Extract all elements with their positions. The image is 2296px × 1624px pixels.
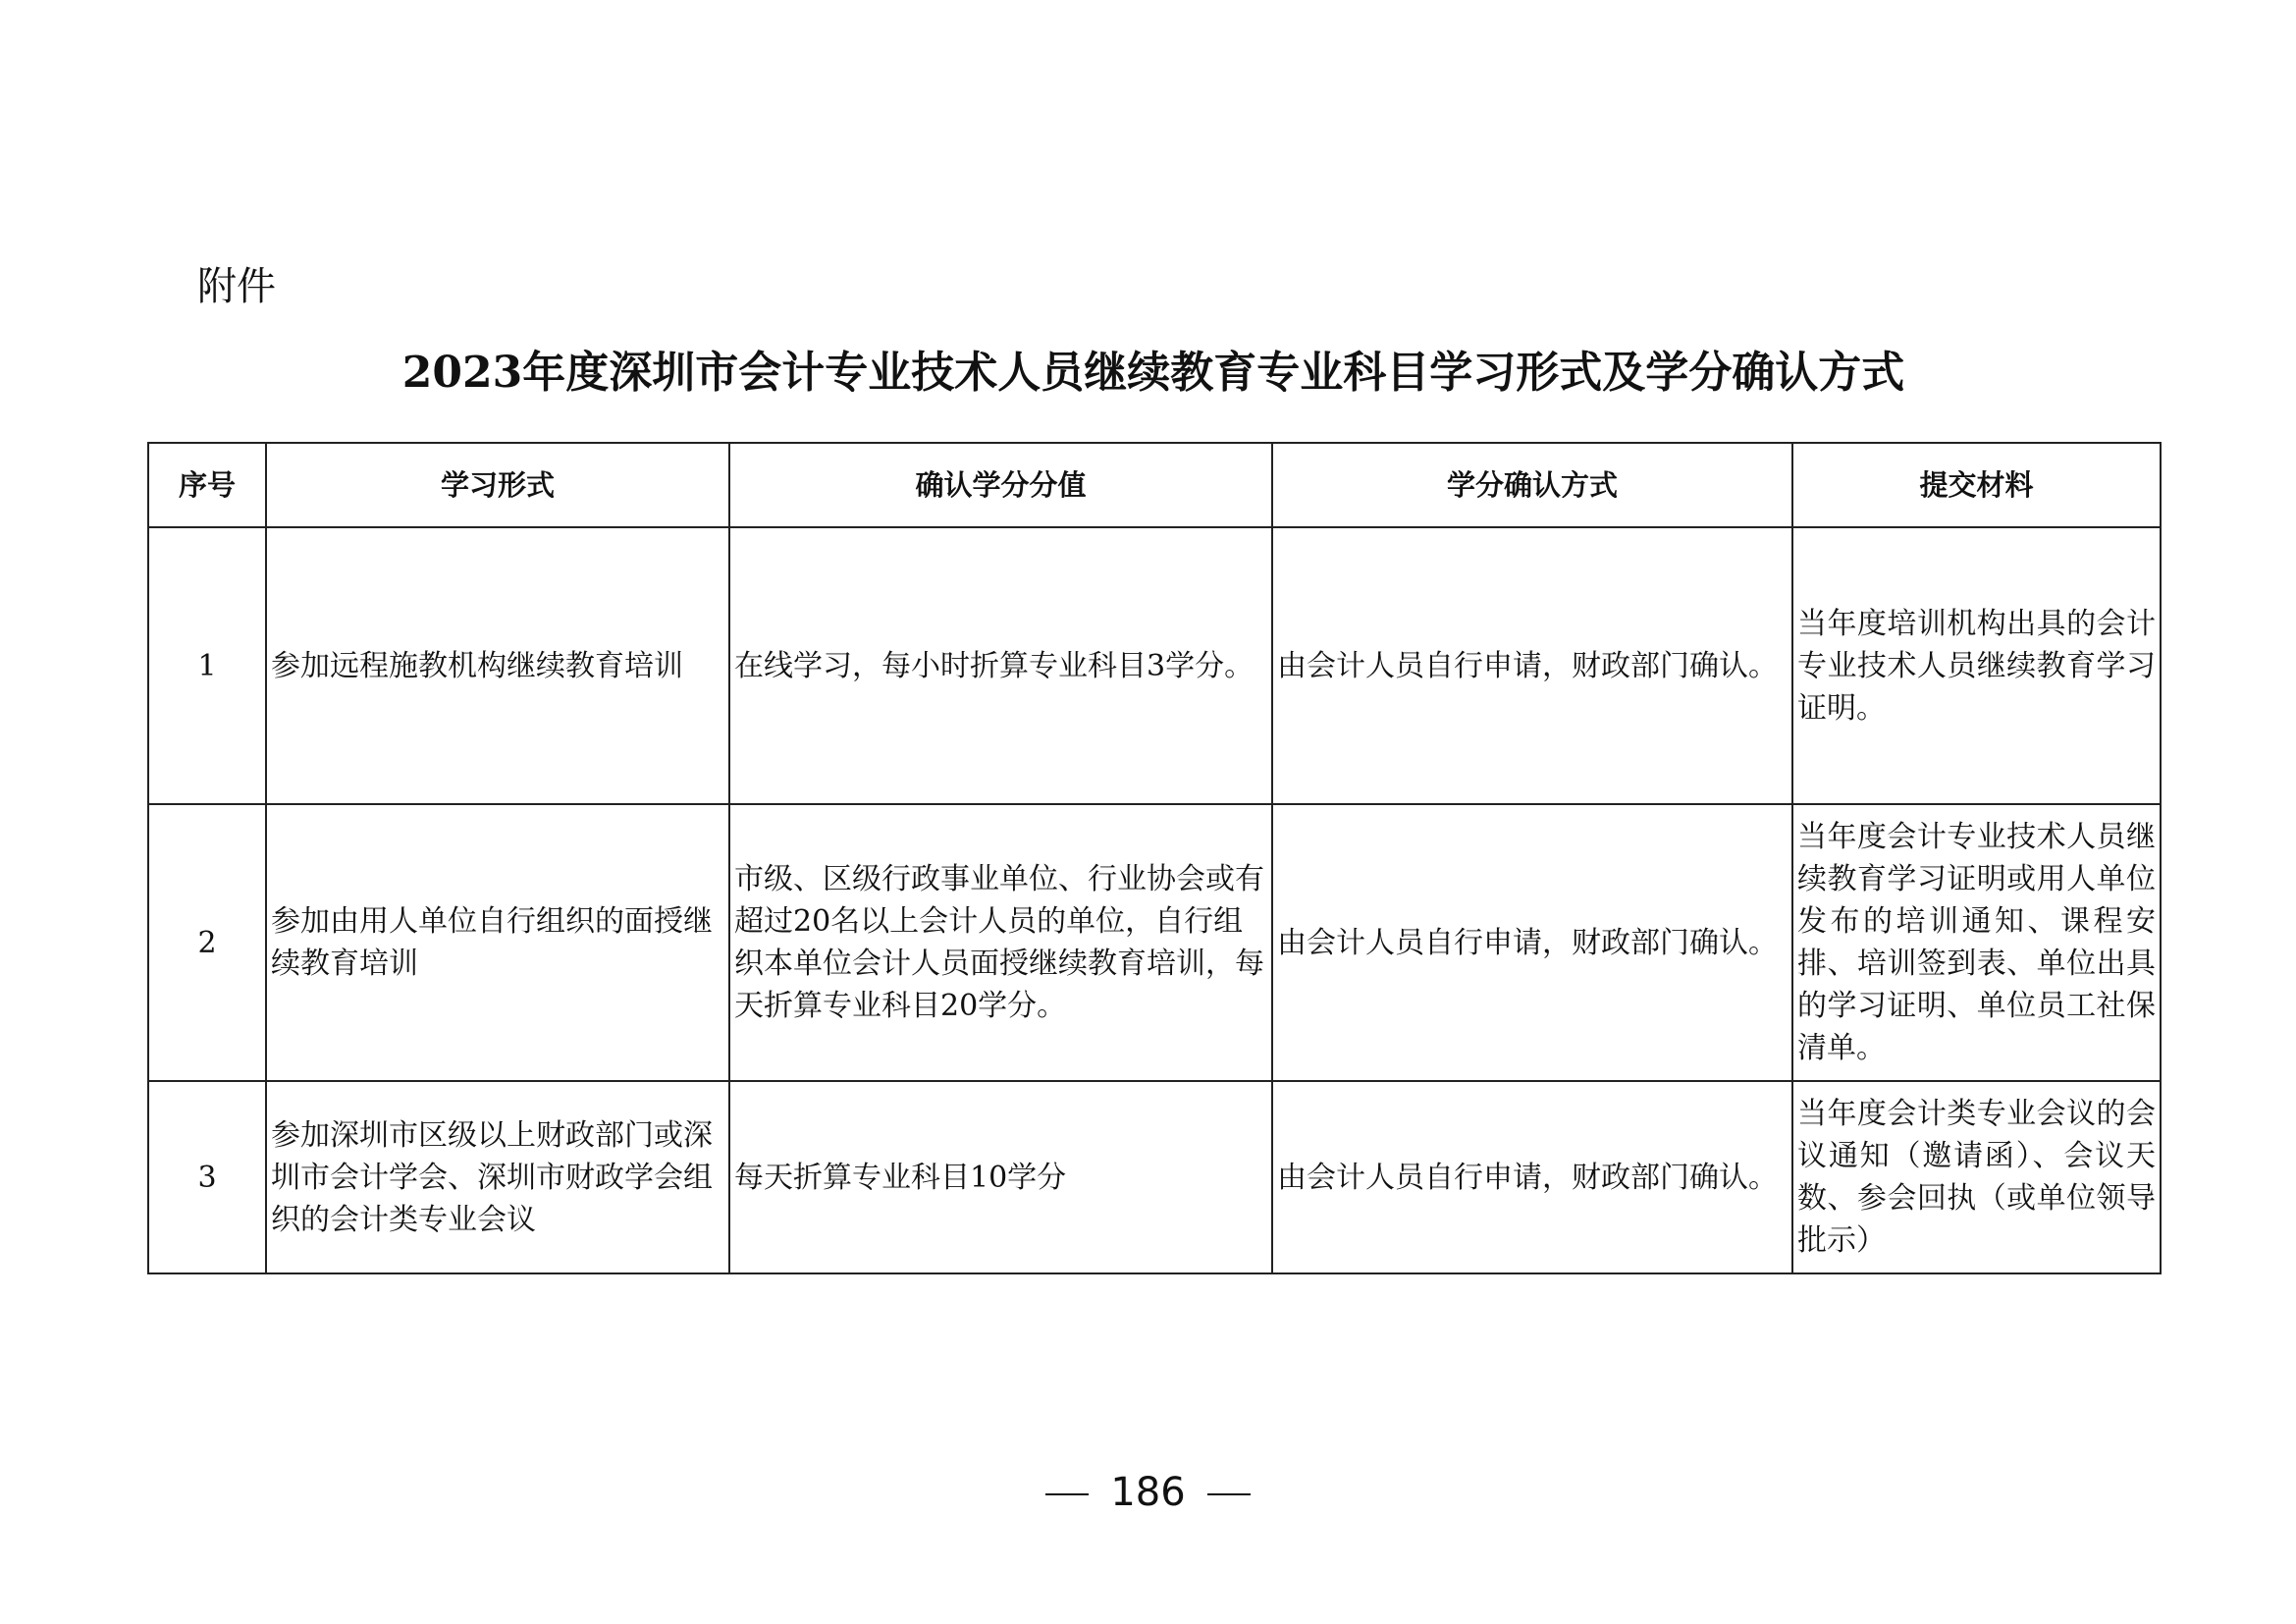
row-method: 由会计人员自行申请，财政部门确认。 <box>1272 804 1792 1081</box>
row-credit: 每天折算专业科目10学分 <box>729 1081 1272 1273</box>
row-credit: 在线学习，每小时折算专业科目3学分。 <box>729 527 1272 804</box>
credit-table <box>147 442 2162 1274</box>
table-row <box>148 804 2161 1081</box>
page-number-footer <box>0 1467 2296 1518</box>
right-dash-decoration <box>1207 1493 1251 1495</box>
left-dash-decoration <box>1045 1493 1089 1495</box>
table-row <box>148 527 2161 804</box>
row-no: 3 <box>148 1081 266 1273</box>
row-no: 1 <box>148 527 266 804</box>
page-number: 186 <box>1110 1470 1186 1515</box>
row-materials: 当年度培训机构出具的会计专业技术人员继续教育学习证明。 <box>1792 527 2161 804</box>
row-form: 参加由用人单位自行组织的面授继续教育培训 <box>266 804 729 1081</box>
credit-table-container <box>147 442 2162 1274</box>
header-credit: 确认学分分值 <box>729 443 1272 527</box>
row-materials: 当年度会计专业技术人员继续教育学习证明或用人单位发布的培训通知、课程安排、培训签到表、单位出具的学习证明、单位员工社保清单。 <box>1792 804 2161 1081</box>
document-title: 2023年度深圳市会计专业技术人员继续教育专业科目学习形式及学分确认方式 <box>401 348 1905 398</box>
table-row <box>148 1081 2161 1273</box>
header-materials: 提交材料 <box>1792 443 2161 527</box>
row-form: 参加深圳市区级以上财政部门或深圳市会计学会、深圳市财政学会组织的会计类专业会议 <box>266 1081 729 1273</box>
row-credit: 市级、区级行政事业单位、行业协会或有超过20名以上会计人员的单位，自行组织本单位会计人员面授继续教育培训，每天折算专业科目20学分。 <box>729 804 1272 1081</box>
row-form: 参加远程施教机构继续教育培训 <box>266 527 729 804</box>
header-form: 学习形式 <box>266 443 729 527</box>
table-header-row <box>148 443 2161 527</box>
row-materials: 当年度会计类专业会议的会议通知（邀请函）、会议天数、参会回执（或单位领导批示） <box>1792 1081 2161 1273</box>
attachment-label: 附件 <box>197 264 276 309</box>
header-no: 序号 <box>148 443 266 527</box>
row-method: 由会计人员自行申请，财政部门确认。 <box>1272 527 1792 804</box>
header-method: 学分确认方式 <box>1272 443 1792 527</box>
row-no: 2 <box>148 804 266 1081</box>
row-method: 由会计人员自行申请，财政部门确认。 <box>1272 1081 1792 1273</box>
